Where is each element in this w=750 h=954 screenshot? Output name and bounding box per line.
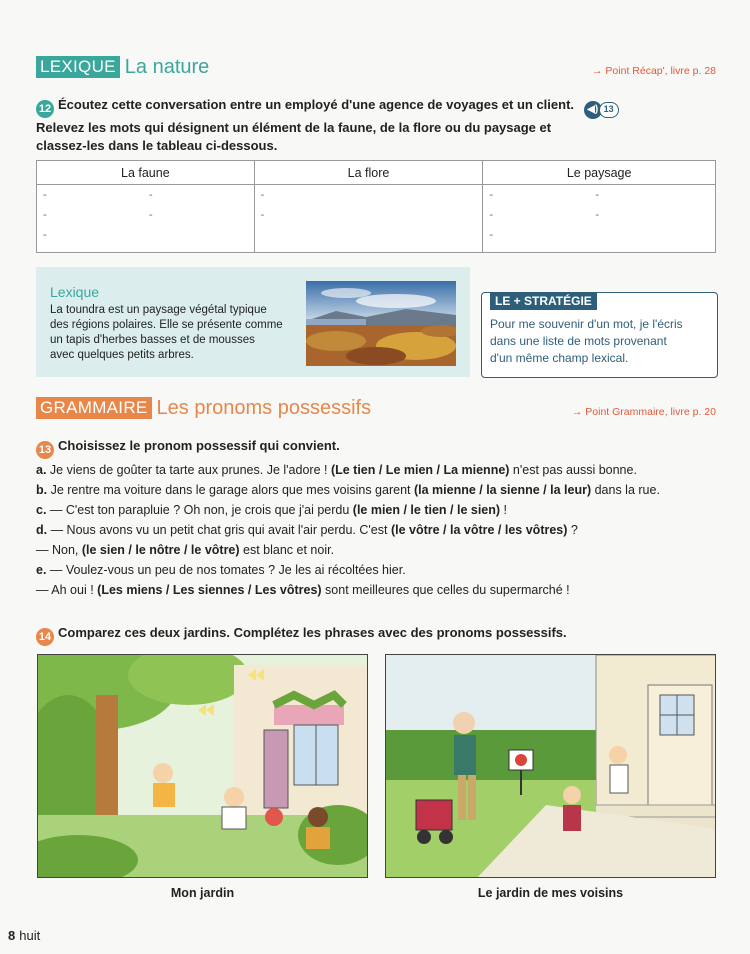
grammaire-reference-link[interactable]: → Point Grammaire, livre p. 20 (571, 406, 716, 418)
exercise-13-number: 13 (36, 441, 54, 459)
item-text: — Nous avons vu un petit chat gris qui avait l'air perdu. C'est (47, 523, 391, 537)
tundra-photo (306, 281, 456, 366)
page-footer (8, 928, 40, 943)
audio-track-number: 13 (599, 102, 619, 118)
exercise-12-instruction (36, 96, 636, 155)
grammaire-section-header (36, 397, 371, 419)
exercise-13-item-d (36, 522, 578, 538)
strategie-tag: LE + STRATÉGIE (490, 293, 597, 310)
exercise-13-item-b (36, 482, 660, 498)
lexique-title: La nature (124, 56, 210, 78)
table-dash: - (260, 209, 265, 221)
table-dash: - (489, 209, 493, 221)
lexique-box-title: Lexique (50, 284, 100, 300)
item-text: Je rentre ma voiture dans le garage alors que mes voisins garent (47, 483, 414, 497)
lexique-line: avec quelques petits arbres. (50, 349, 194, 361)
exercise-13-text: Choisissez le pronom possessif qui convient. (58, 438, 340, 453)
table-header-faune: La faune (37, 161, 255, 185)
strategie-line: Pour me souvenir d'un mot, je l'écris (490, 317, 683, 331)
item-text: ? (567, 523, 578, 537)
item-choices[interactable]: (Le tien / Le mien / La mienne) (330, 463, 510, 477)
item-label: c. (36, 503, 47, 517)
item-label: b. (36, 483, 48, 497)
exercise-13-item-e-reply (36, 582, 570, 598)
table-dash: - (149, 189, 153, 201)
item-label: e. (36, 563, 47, 577)
lexique-line: un tapis d'herbes basses et de mousses (50, 334, 255, 346)
exercise-14-instruction (36, 624, 567, 646)
table-dash: - (43, 189, 47, 201)
item-choices[interactable]: (le mien / le tien / le sien) (352, 503, 501, 517)
page-word: huit (19, 928, 41, 943)
item-choices[interactable]: (le vôtre / la vôtre / les vôtres) (390, 523, 568, 537)
table-cell-flore[interactable] (254, 185, 483, 253)
table-cell-faune[interactable] (37, 185, 255, 253)
exercise-13-instruction (36, 437, 340, 459)
exercise-13-item-d-reply (36, 542, 334, 558)
item-text: — C'est ton parapluie ? Oh non, je crois que j'ai perdu (46, 503, 353, 517)
classification-table (36, 160, 716, 253)
item-text: — Voulez-vous un peu de nos tomates ? Je les ai récoltées hier. (46, 563, 406, 577)
speaker-icon: ◀) (584, 101, 602, 119)
item-text: sont meilleures que celles du supermarché ! (321, 583, 570, 597)
item-text: n'est pas aussi bonne. (509, 463, 637, 477)
page-number: 8 (8, 928, 16, 943)
table-dash: - (595, 189, 599, 201)
lexique-box-text (50, 303, 300, 363)
exercise-12-line3: classez-les dans le tableau ci-dessous. (36, 138, 278, 153)
table-dash: - (489, 189, 493, 201)
table-dash: - (43, 229, 47, 241)
exercise-13-item-e (36, 562, 406, 578)
table-dash: - (595, 209, 599, 221)
item-label: a. (36, 463, 47, 477)
lexique-section-header (36, 56, 209, 78)
lexique-line: La toundra est un paysage végétal typique (50, 304, 267, 316)
caption-neighbors-garden: Le jardin de mes voisins (477, 886, 624, 900)
exercise-13-item-a (36, 462, 637, 478)
my-garden-illustration (37, 654, 368, 878)
exercise-14-number: 14 (36, 628, 54, 646)
item-text: est blanc et noir. (239, 543, 335, 557)
item-text: dans la rue. (591, 483, 660, 497)
table-header-paysage: Le paysage (483, 161, 716, 185)
exercise-14-text: Comparez ces deux jardins. Complétez les phrases avec des pronoms possessifs. (58, 625, 567, 640)
table-dash: - (260, 189, 265, 201)
item-text: — Ah oui ! (36, 583, 98, 597)
item-choices[interactable]: (Les miens / Les siennes / Les vôtres) (97, 583, 322, 597)
exercise-13-item-c (36, 502, 507, 518)
table-dash: - (149, 209, 153, 221)
exercise-12-line1: Écoutez cette conversation entre un employé d'une agence de voyages et un client. (58, 97, 575, 112)
audio-track-button[interactable] (584, 101, 619, 119)
grammaire-tag: GRAMMAIRE (36, 397, 152, 419)
strategie-line: d'un même champ lexical. (490, 351, 629, 365)
table-header-flore: La flore (254, 161, 483, 185)
table-cell-paysage[interactable] (483, 185, 716, 253)
grammaire-title: Les pronoms possessifs (156, 397, 372, 419)
item-text: — Non, (36, 543, 82, 557)
strategie-line: dans une liste de mots provenant (490, 334, 667, 348)
item-text: Je viens de goûter ta tarte aux prunes. Je l'adore ! (46, 463, 331, 477)
item-text: ! (500, 503, 507, 517)
neighbors-garden-illustration (385, 654, 716, 878)
lexique-reference-link[interactable]: → Point Récap', livre p. 28 (592, 65, 716, 77)
exercise-12-number: 12 (36, 100, 54, 118)
exercise-12-line2: Relevez les mots qui désignent un élément de la faune, de la flore ou du paysage et (36, 120, 552, 135)
table-dash: - (489, 229, 493, 241)
table-dash: - (43, 209, 47, 221)
caption-my-garden: Mon jardin (170, 886, 235, 900)
item-choices[interactable]: (la mienne / la sienne / la leur) (413, 483, 592, 497)
lexique-line: des régions polaires. Elle se présente comme (50, 319, 283, 331)
lexique-tag: LEXIQUE (36, 56, 120, 78)
item-choices[interactable]: (le sien / le nôtre / le vôtre) (81, 543, 240, 557)
strategie-text (490, 316, 715, 367)
item-label: d. (36, 523, 48, 537)
